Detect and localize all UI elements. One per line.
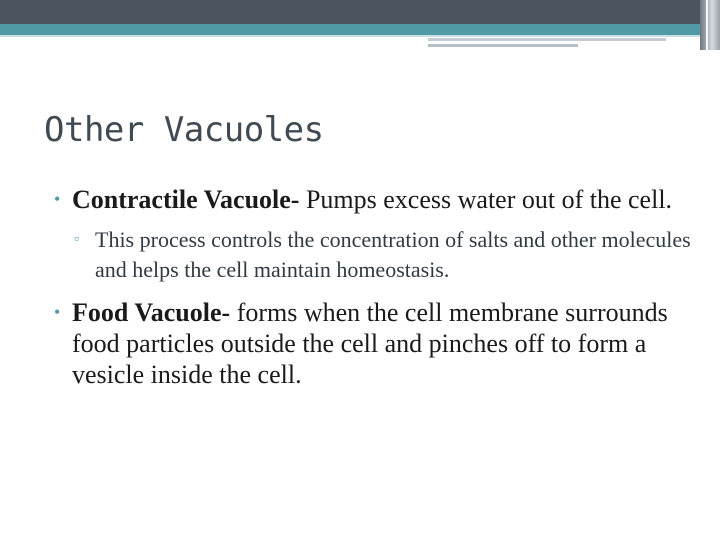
bullet-text: forms when the cell membrane surrounds food particles outside the cell and pinches off to form a vesicle inside the cell. — [72, 298, 668, 389]
sub-bullet-text: This process controls the concentration of salts and other molecules and helps the cell maintain homeostasis. — [95, 227, 691, 282]
header-bar-dark — [0, 0, 700, 24]
bullet-dot-icon: • — [54, 302, 61, 322]
slide-title: Other Vacuoles — [44, 110, 324, 150]
bullet-text: Pumps excess water out of the cell. — [299, 185, 673, 214]
bullet-term: Food Vacuole- — [72, 298, 231, 327]
bullet-item — [54, 184, 694, 215]
header-accent-line — [428, 44, 578, 47]
bullet-term: Contractile Vacuole- — [72, 185, 300, 214]
sub-bullet-square-icon: ▫ — [74, 232, 79, 247]
bullet-dot-icon: • — [54, 189, 61, 209]
header-bar-teal-thin — [0, 35, 700, 37]
header-right-strip — [700, 0, 720, 50]
header-bar-teal — [0, 24, 700, 35]
slide-body — [54, 184, 694, 400]
header-accent-line — [428, 38, 666, 41]
bullet-item — [54, 297, 694, 390]
sub-bullet-item — [54, 225, 694, 285]
